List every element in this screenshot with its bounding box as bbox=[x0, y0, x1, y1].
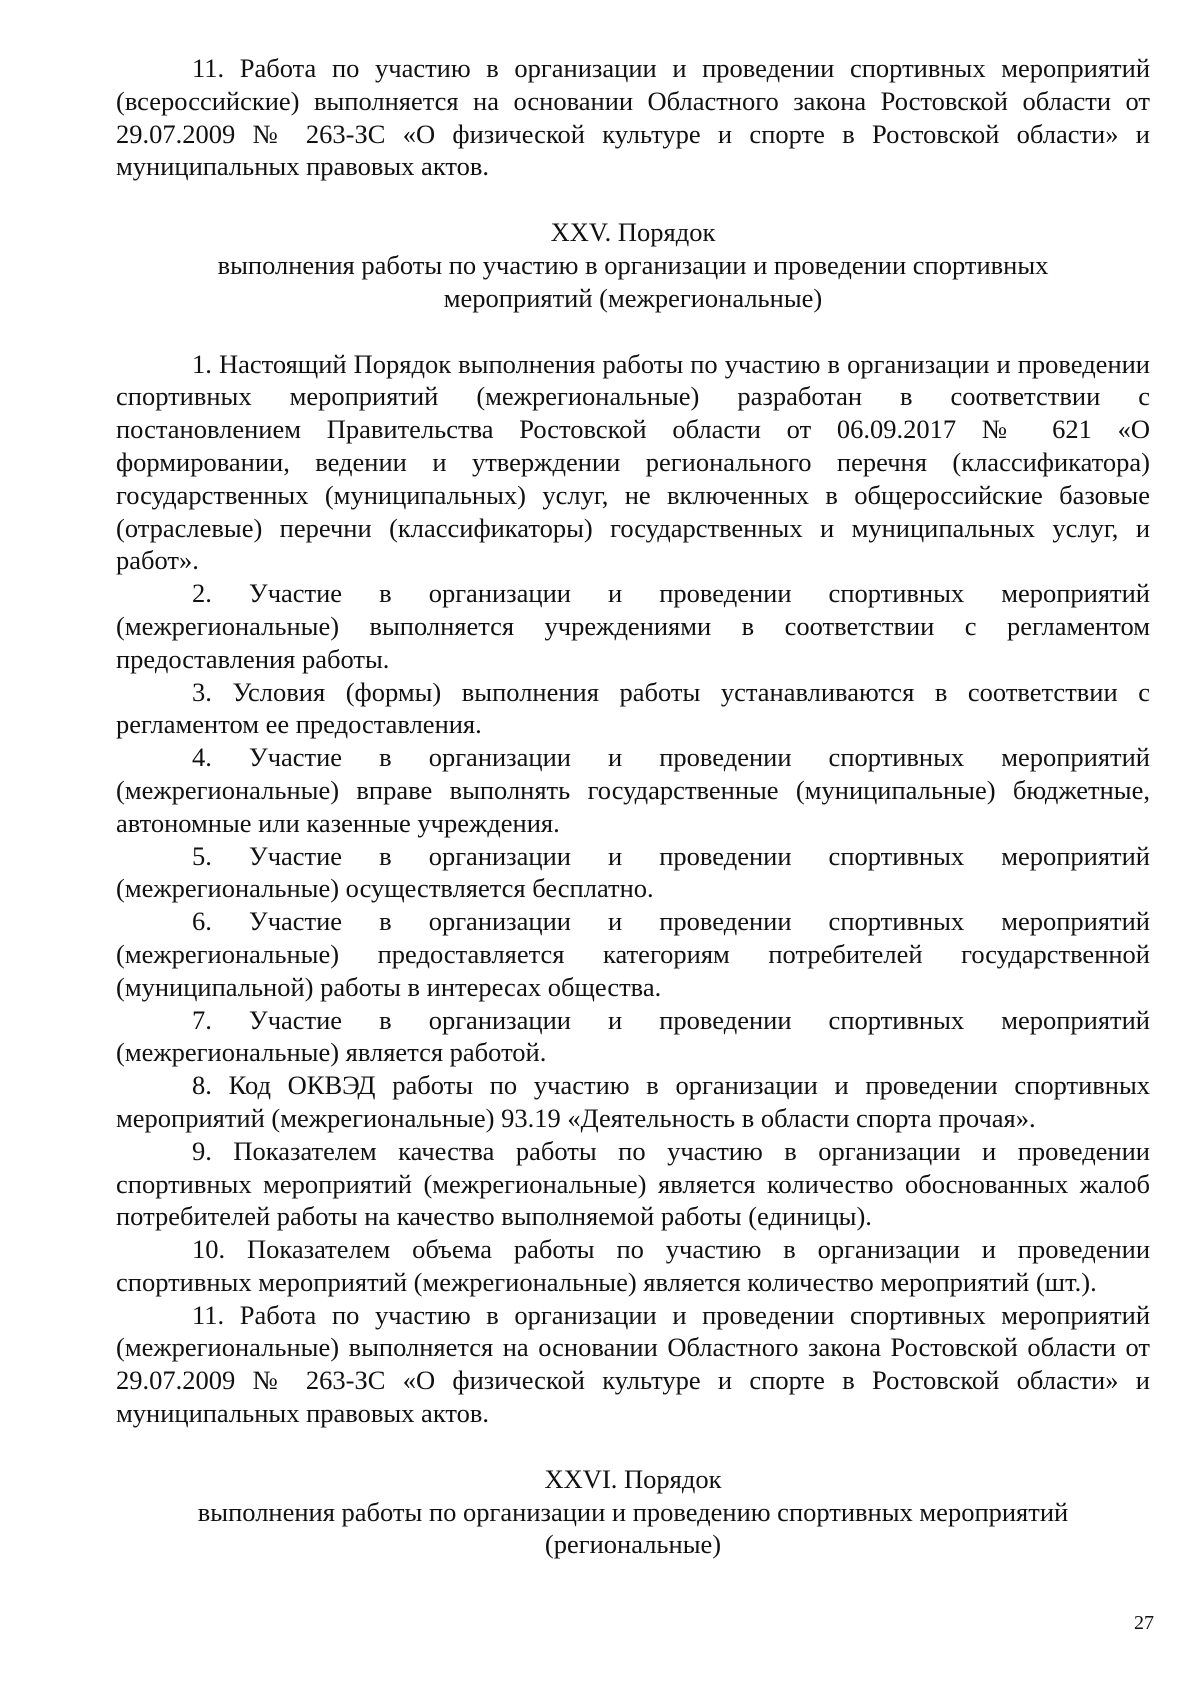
paragraph-5: 5. Участие в организации и проведении спортивных мероприятий (межрегиональные) осуществляется бесплатно. bbox=[116, 840, 1150, 904]
paragraph-2: 2. Участие в организации и проведении спортивных мероприятий (межрегиональные) выполняется учреждениями в соответствии с регламентом предоставления работы. bbox=[116, 578, 1150, 674]
paragraph-11-all-russian: 11. Работа по участию в организации и проведении спортивных мероприятий (всероссийские) выполняется на основании Областного закона Ростовской области от 29.07.2009 № 263-ЗС «О физической культуре и спорте в Ростовской области» и муниципальных правовых актов. bbox=[116, 53, 1150, 182]
section-xxvi-title: XXVI. Порядок bbox=[544, 1463, 722, 1494]
section-xxv-title: XXV. Порядок bbox=[550, 217, 716, 248]
paragraph-11-interregional: 11. Работа по участию в организации и проведении спортивных мероприятий (межрегиональные) выполняется на основании Областного закона Ростовской области от 29.07.2009 № 263-ЗС «О физической культуре и спорте в Ростовской области» и муниципальных правовых актов. bbox=[116, 1299, 1150, 1429]
section-xxvi-subtitle-line1: выполнения работы по организации и проведению спортивных мероприятий bbox=[197, 1496, 1069, 1527]
section-xxv-subtitle-line2: мероприятий (межрегиональные) bbox=[443, 282, 823, 313]
paragraph-7: 7. Участие в организации и проведении спортивных мероприятий (межрегиональные) является работой. bbox=[116, 1004, 1150, 1068]
paragraph-8: 8. Код ОКВЭД работы по участию в организации и проведении спортивных мероприятий (межрегиональные) 93.19 «Деятельность в области спорта прочая». bbox=[116, 1070, 1150, 1133]
section-xxv-subtitle-line1: выполнения работы по участию в организации и проведении спортивных bbox=[217, 249, 1049, 280]
paragraph-10: 10. Показателем объема работы по участию в организации и проведении спортивных мероприятий (межрегиональные) является количество мероприятий (шт.). bbox=[116, 1234, 1150, 1297]
paragraph-3: 3. Условия (формы) выполнения работы устанавливаются в соответствии с регламентом ее предоставления. bbox=[116, 676, 1150, 740]
section-xxvi-subtitle-line2: (региональные) bbox=[544, 1529, 722, 1560]
paragraph-6: 6. Участие в организации и проведении спортивных мероприятий (межрегиональные) предоставляется категориям потребителей государственной (муниципальной) работы в интересах общества. bbox=[116, 906, 1150, 1002]
document-body bbox=[116, 52, 1150, 1561]
paragraph-1: 1. Настоящий Порядок выполнения работы по участию в организации и проведении спортивных мероприятий (межрегиональные) разработан в соответствии с постановлением Правительства Ростовской области от 06.09.2017 № 621 «О формировании, ведении и утверждении регионального перечня (классификатора) государственных (муниципальных) услуг, не включенных в общероссийские базовые (отраслевые) перечни (классификаторы) государственных и муниципальных услуг, и работ». bbox=[116, 348, 1150, 576]
paragraph-9: 9. Показателем качества работы по участию в организации и проведении спортивных мероприятий (межрегиональные) является количество обоснованных жалоб потребителей работы на качество выполняемой работы (единицы). bbox=[116, 1135, 1150, 1232]
paragraph-4: 4. Участие в организации и проведении спортивных мероприятий (межрегиональные) вправе выполнять государственные (муниципальные) бюджетные, автономные или казенные учреждения. bbox=[116, 742, 1150, 838]
page-number: 27 bbox=[1134, 1612, 1154, 1634]
